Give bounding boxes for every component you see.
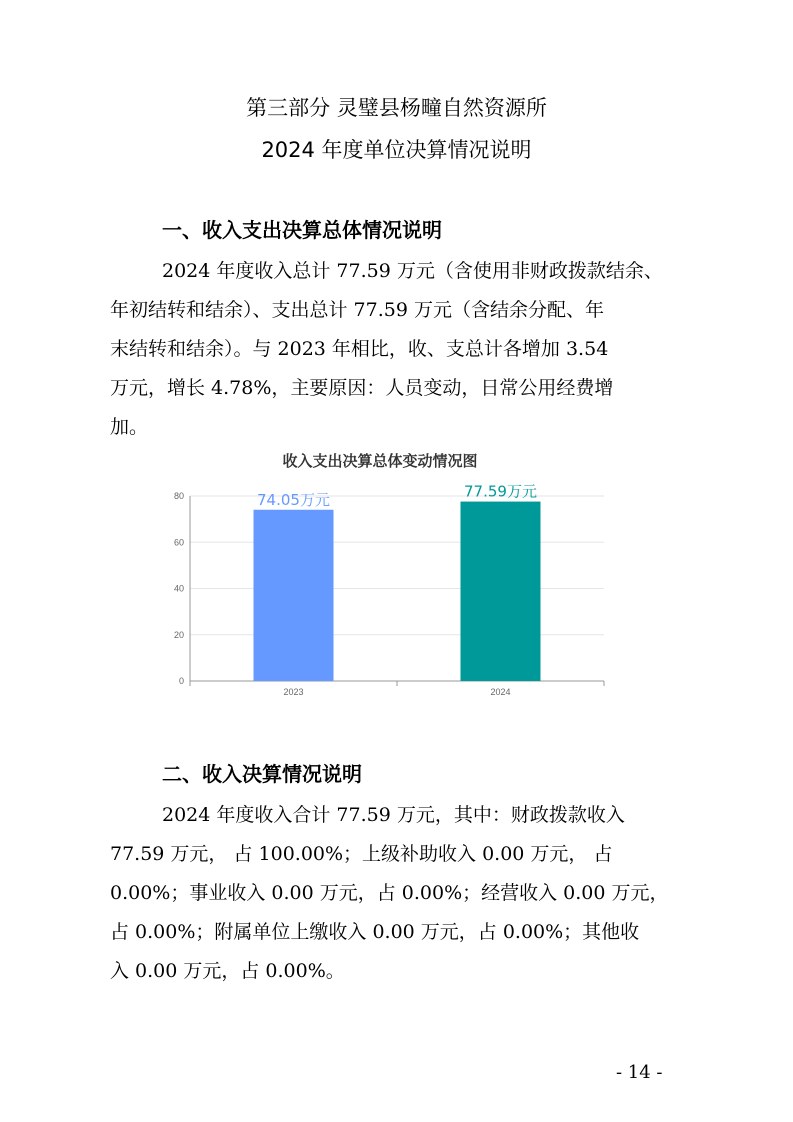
- section1-line-5: 加。: [110, 416, 149, 438]
- section1-line-3: 末结转和结余）。与 2023 年相比，收、支总计各增加 3.54: [110, 338, 609, 360]
- section2-line-3: 0.00%；事业收入 0.00 万元，占 0.00%；经营收入 0.00 万元，: [110, 882, 669, 904]
- x-tick-label: 2024: [490, 687, 511, 697]
- document-title: 第三部分 灵璧县杨疃自然资源所: [246, 96, 547, 120]
- chart-title: 收入支出决算总体变动情况图: [282, 452, 478, 470]
- bar-2024: [461, 502, 541, 681]
- section1-line-2: 年初结转和结余）、支出总计 77.59 万元（含结余分配、年: [110, 299, 604, 321]
- section2-line-2: 77.59 万元， 占 100.00%；上级补助收入 0.00 万元， 占: [110, 843, 613, 865]
- section2-line-1: 2024 年度收入合计 77.59 万元，其中：财政拨款收入: [162, 804, 625, 826]
- data-label-2024: 77.59万元: [464, 482, 537, 501]
- y-tick-label: 80: [173, 491, 184, 501]
- section2-heading: 二、收入决算情况说明: [162, 762, 362, 786]
- page-number: - 14 -: [616, 1062, 663, 1083]
- income-expense-chart: [160, 444, 620, 704]
- section1-heading: 一、收入支出决算总体情况说明: [162, 218, 442, 242]
- y-tick-label: 40: [173, 583, 184, 594]
- section2-line-4: 占 0.00%；附属单位上缴收入 0.00 万元，占 0.00%；其他收: [110, 921, 640, 943]
- section1-line-4: 万元，增长 4.78%，主要原因：人员变动，日常公用经费增: [110, 377, 614, 399]
- y-tick-label: 0: [178, 676, 184, 686]
- section1-line-1: 2024 年度收入总计 77.59 万元（含使用非财政拨款结余、: [162, 260, 663, 282]
- y-tick-label: 60: [173, 537, 184, 548]
- document-subtitle: 2024 年度单位决算情况说明: [261, 138, 532, 162]
- data-label-2023: 74.05万元: [257, 490, 330, 509]
- section2-line-5: 入 0.00 万元，占 0.00%。: [110, 960, 345, 982]
- x-tick-label: 2023: [283, 687, 304, 697]
- y-tick-label: 20: [173, 629, 184, 640]
- bar-2023: [254, 510, 334, 681]
